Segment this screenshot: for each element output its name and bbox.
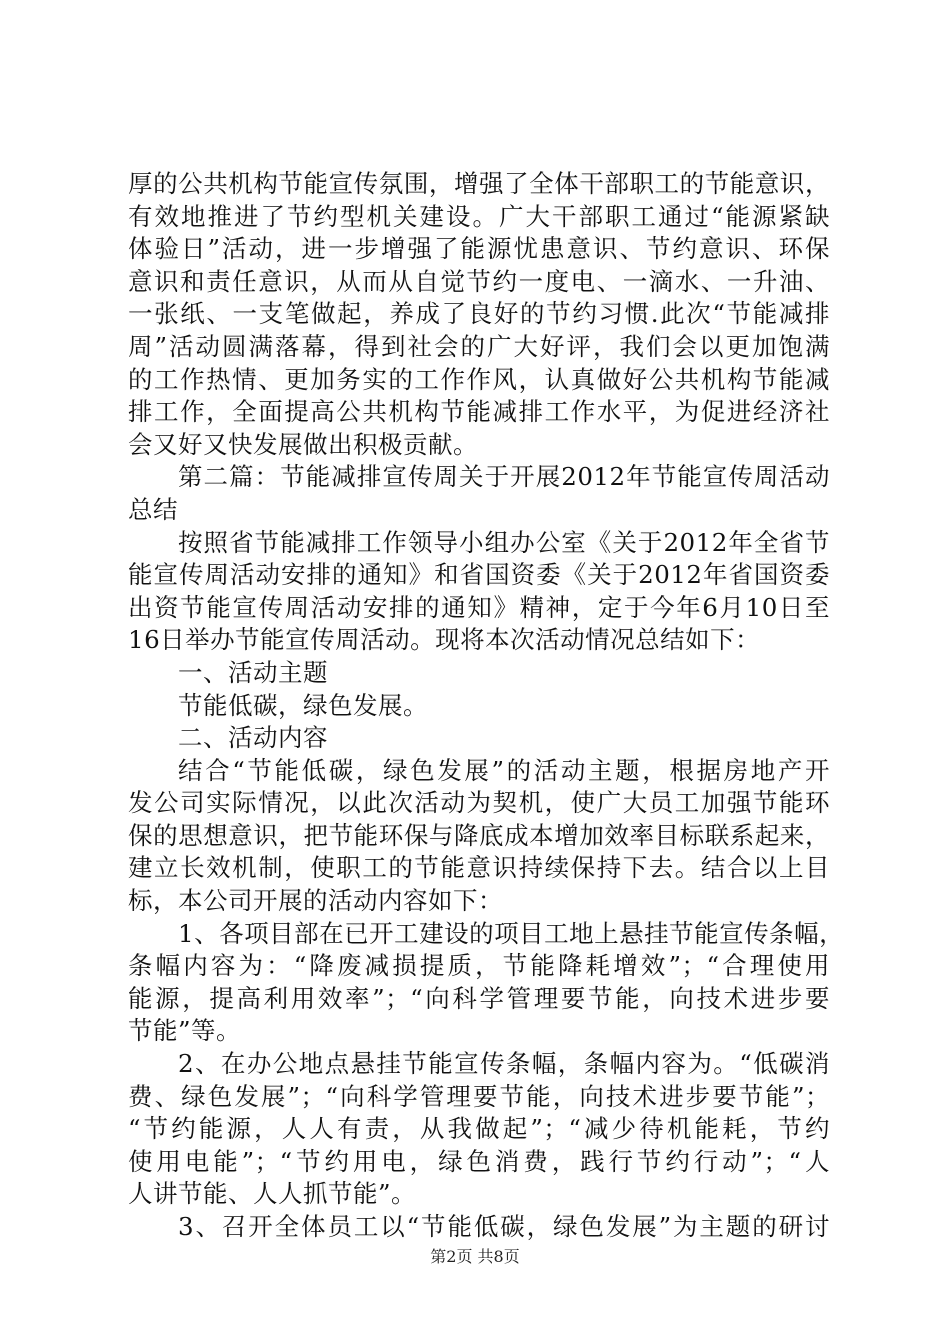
text-line: 保的思想意识，把节能环保与降底成本增加效率目标联系起来， — [128, 820, 830, 850]
text-line: 二、活动内容 — [178, 723, 328, 753]
text-line: 16日举办节能宣传周活动。现将本次活动情况总结如下： — [128, 625, 761, 655]
text-line: 1、各项目部在已开工建设的项目工地上悬挂节能宣传条幅， — [178, 918, 845, 948]
text-line: “节约能源，人人有责，从我做起”；“减少待机能耗，节约 — [128, 1114, 830, 1144]
text-line: 的工作热情、更加务实的工作作风，认真做好公共机构节能减 — [128, 364, 830, 394]
text-line: 节能”等。 — [128, 1016, 242, 1046]
text-line: 能源，提高利用效率”；“向科学管理要节能，向技术进步要 — [128, 983, 830, 1013]
text-line: 建立长效机制，使职工的节能意识持续保持下去。结合以上目 — [128, 853, 830, 883]
text-line: 有效地推进了节约型机关建设。广大干部职工通过“能源紧缺 — [128, 201, 830, 231]
text-line: 标，本公司开展的活动内容如下： — [128, 886, 503, 916]
text-line: 一、活动主题 — [178, 657, 328, 687]
text-line: 费、绿色发展”；“向科学管理要节能，向技术进步要节能”； — [128, 1081, 830, 1111]
text-line: 第二篇：节能减排宣传周关于开展2012年节能宣传周活动 — [178, 462, 830, 492]
text-line: 人讲节能、人人抓节能”。 — [128, 1179, 417, 1209]
text-line: 节能低碳，绿色发展。 — [178, 690, 428, 720]
text-line: 会又好又快发展做出积极贡献。 — [128, 429, 478, 459]
text-line: 体验日”活动，进一步增强了能源忧患意识、节约意识、环保 — [128, 234, 830, 264]
text-line: 按照省节能减排工作领导小组办公室《关于2012年全省节 — [178, 527, 830, 557]
text-line: 出资节能宣传周活动安排的通知》精神，定于今年6月10日至 — [128, 592, 830, 622]
text-line: 3、召开全体员工以“节能低碳，绿色发展”为主题的研讨 — [178, 1212, 830, 1241]
text-line: 总结 — [128, 494, 178, 524]
document-body — [128, 168, 845, 1244]
text-line: 周”活动圆满落幕，得到社会的广大好评，我们会以更加饱满 — [128, 331, 830, 361]
text-line: 意识和责任意识，从而从自觉节约一度电、一滴水、一升油、 — [128, 266, 830, 296]
text-line: 能宣传周活动安排的通知》和省国资委《关于2012年省国资委 — [128, 560, 830, 590]
text-line: 使用电能”；“节约用电，绿色消费，践行节约行动”；“人 — [128, 1146, 830, 1176]
text-line: 发公司实际情况，以此次活动为契机，使广大员工加强节能环 — [128, 788, 830, 818]
page-footer: 第2页 共8页 — [430, 1247, 520, 1266]
text-line: 结合“节能低碳，绿色发展”的活动主题，根据房地产开 — [178, 755, 830, 785]
text-line: 一张纸、一支笔做起，养成了良好的节约习惯.此次“节能减排 — [128, 299, 830, 329]
text-line: 排工作，全面提高公共机构节能减排工作水平，为促进经济社 — [128, 397, 830, 427]
text-line: 2、在办公地点悬挂节能宣传条幅，条幅内容为。“低碳消 — [178, 1049, 830, 1079]
text-line: 条幅内容为：“降废减损提质，节能降耗增效”；“合理使用 — [128, 951, 830, 981]
text-line: 厚的公共机构节能宣传氛围，增强了全体干部职工的节能意识， — [128, 169, 830, 198]
